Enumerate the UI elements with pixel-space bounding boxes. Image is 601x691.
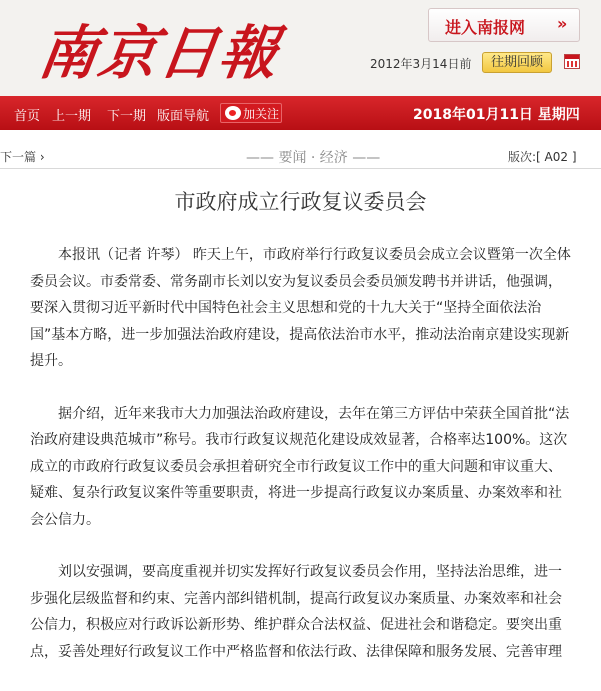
article-title: 市政府成立行政复议委员会 xyxy=(174,190,427,214)
weibo-follow-button[interactable] xyxy=(220,103,282,123)
enter-website-label: 进入南报网 xyxy=(445,18,526,37)
section-name: —— 要闻 · 经济 —— xyxy=(246,150,381,166)
issue-date: 2018年01月11日 星期四 xyxy=(413,107,580,123)
nav-next-issue[interactable]: 下一期 xyxy=(107,109,147,124)
nav-home[interactable]: 首页 xyxy=(14,109,41,124)
nav-page-navigation[interactable]: 版面导航 xyxy=(157,109,210,124)
calendar-icon[interactable] xyxy=(564,54,580,69)
page-number: 版次:[ A02 ] xyxy=(508,150,577,164)
masthead xyxy=(0,0,601,96)
article-paragraph: 本报讯（记者 许琴） 昨天上午，市政府举行行政复议委员会成立会议暨第一次全体委员会议。市委常委、常务副市长刘以安为复议委员会委员颁发聘书并讲话，他强调，要深入贯彻习近平新时代中国特色社会主义思想和党的十九大关于“坚持全面依法治国”基本方略，进一步加强法治政府建设，提高依法治市水平，推动法治南京建设实现新提升。 xyxy=(30,247,571,369)
enter-website-button[interactable] xyxy=(428,8,580,42)
section-bar xyxy=(0,142,601,169)
article-body xyxy=(30,242,571,691)
follow-label: 加关注 xyxy=(243,107,280,121)
newspaper-logo[interactable]: 南京日報 xyxy=(34,19,285,87)
article-paragraph: 据介绍，近年来我市大力加强法治政府建设，去年在第三方评估中荣获全国首批“法治政府建设典范城市”称号。我市行政复议规范化建设成效显著，合格率达100%。这次成立的市政府行政复议委员会承担着研究全市行政复议工作中的重大问题和审议重大、疑难、复杂行政复议案件等重要职责，将进一步提高行政复议办案质量、办案效率和社会公信力。 xyxy=(30,405,570,528)
next-article-link[interactable]: 下一篇 › xyxy=(0,150,45,164)
back-issues-button[interactable]: 往期回顾 xyxy=(482,52,552,73)
weibo-icon xyxy=(225,106,241,120)
edition-date-note: 2012年3月14日前 xyxy=(370,57,472,71)
double-chevron-right-icon: » xyxy=(557,14,568,33)
nav-previous-issue[interactable]: 上一期 xyxy=(52,109,92,124)
article-paragraph: 刘以安强调，要高度重视并切实发挥好行政复议委员会作用，坚持法治思维，进一步强化层级监督和约束、完善内部纠错机制，提高行政复议办案质量、办案效率和社会公信力，积极应对行政诉讼新形势、维护群众合法权益、促进社会和谐稳定。要突出重点，妥善处理好行政复议工作中严格监督和依法行政、法律保障和服务发展、完善审理 xyxy=(30,564,562,660)
